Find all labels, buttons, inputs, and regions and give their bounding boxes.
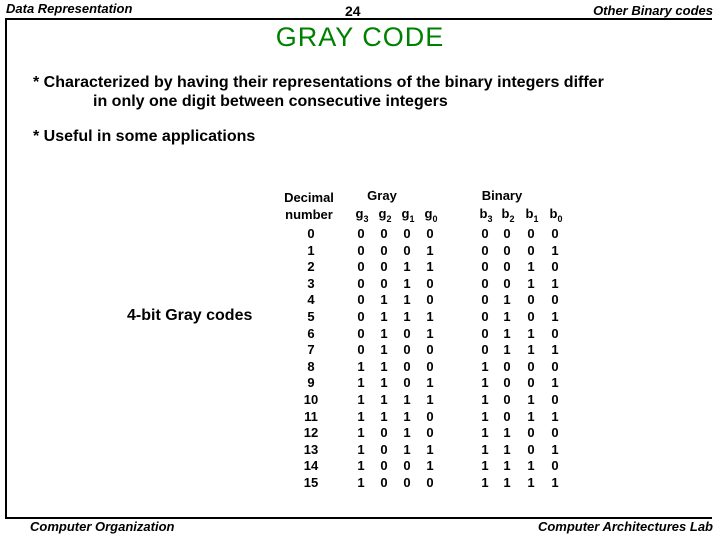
binary-bit-cell: 0: [551, 392, 559, 407]
slide-title: GRAY CODE: [275, 22, 445, 52]
gray-bit-cell: 1: [426, 325, 434, 341]
binary-bit-cell: 0: [527, 425, 535, 441]
binary-col-header-1-letter: b: [525, 206, 534, 221]
binary-bit-cell: 0: [551, 425, 559, 441]
gray-col-header-3-subscript: 3: [363, 214, 369, 224]
decimal-cell: 3: [307, 275, 315, 291]
gray-bit-cell: 0: [380, 242, 388, 258]
binary-bit-cell: 0: [481, 342, 489, 358]
binary-bit-cell: 0: [527, 226, 535, 241]
gray-bit-cell: 0: [426, 292, 434, 308]
binary-bit-cell: 1: [551, 309, 559, 324]
binary-bit-cell: 0: [503, 242, 511, 258]
bullet-2: * Useful in some applications: [33, 128, 256, 145]
decimal-cell: 5: [307, 309, 315, 324]
gray-bit-cell: 0: [357, 275, 365, 291]
gray-bit-cell: 0: [357, 292, 365, 308]
gray-bit-cell: 0: [403, 342, 411, 358]
binary-bit-cell: 0: [503, 358, 511, 374]
decimal-header-line-2: number: [285, 207, 333, 222]
header-section-title: Other Binary codes: [593, 3, 713, 18]
gray-bit-cell: 1: [357, 358, 365, 374]
binary-bit-cell: 0: [551, 358, 559, 374]
gray-bit-cell: 1: [357, 375, 365, 391]
binary-bit-cell: 1: [481, 375, 489, 391]
gray-bit-cell: 1: [380, 292, 388, 308]
decimal-cell: 8: [307, 358, 315, 374]
gray-bit-cell: 0: [357, 242, 365, 258]
gray-bit-cell: 0: [403, 475, 411, 490]
gray-col-header-0: [420, 206, 442, 224]
page-number: 24: [345, 3, 361, 19]
gray-bit-cell: 0: [426, 342, 434, 358]
gray-bit-cell: 1: [426, 375, 434, 391]
gray-bit-cell: 0: [426, 226, 434, 241]
gray-col-header-2-subscript: 2: [386, 214, 392, 224]
binary-bit-cell: 1: [551, 475, 559, 490]
binary-bit-cell: 1: [503, 292, 511, 308]
gray-bit-cell: 0: [380, 441, 388, 457]
binary-bit-cell: 1: [527, 475, 535, 490]
gray-bit-cell: 0: [357, 325, 365, 341]
decimal-cell: 1: [307, 242, 315, 258]
decimal-cell: 0: [307, 226, 315, 241]
binary-bit-cell: 1: [503, 475, 511, 490]
binary-bit-cell: 1: [551, 375, 559, 391]
gray-col-header-3-letter: g: [355, 206, 364, 221]
gray-bit-cell: 1: [380, 375, 388, 391]
footer-left: Computer Organization: [30, 519, 175, 534]
gray-col-header-2-letter: g: [378, 206, 387, 221]
binary-col-header-3-subscript: 3: [487, 214, 493, 224]
gray-col-header-3: [351, 206, 373, 224]
binary-bit-cell: 1: [527, 458, 535, 474]
binary-bit-cell: 0: [503, 408, 511, 424]
gray-bit-cell: 0: [403, 325, 411, 341]
binary-bit-cell: 0: [503, 392, 511, 407]
binary-bit-cell: 0: [481, 242, 489, 258]
gray-bit-cell: 1: [357, 392, 365, 407]
gray-bit-cell: 1: [403, 392, 411, 407]
gray-bit-cell: 1: [426, 441, 434, 457]
binary-bit-cell: 1: [551, 408, 559, 424]
gray-bit-cell: 1: [403, 441, 411, 457]
gray-bit-cell: 0: [426, 358, 434, 374]
decimal-header-line-1: Decimal: [284, 190, 334, 205]
decimal-cell: 10: [303, 392, 319, 407]
gray-bit-cell: 0: [357, 342, 365, 358]
binary-bit-cell: 1: [481, 358, 489, 374]
decimal-cell: 9: [307, 375, 315, 391]
binary-bit-cell: 0: [481, 226, 489, 241]
gray-bit-cell: 1: [426, 309, 434, 324]
decimal-cell: 7: [307, 342, 315, 358]
gray-bit-cell: 1: [357, 475, 365, 490]
gray-bit-cell: 1: [380, 309, 388, 324]
bullet-1-line-1: * Characterized by having their representations of the binary integers differ: [33, 74, 604, 91]
binary-bit-cell: 1: [527, 342, 535, 358]
binary-col-header-3: [475, 206, 497, 224]
binary-bit-cell: 1: [481, 392, 489, 407]
binary-bit-cell: 1: [527, 325, 535, 341]
binary-bit-cell: 0: [503, 275, 511, 291]
gray-bit-cell: 1: [403, 275, 411, 291]
gray-bit-cell: 1: [380, 392, 388, 407]
gray-bit-cell: 1: [403, 309, 411, 324]
gray-col-header-0-letter: g: [424, 206, 433, 221]
gray-bit-cell: 0: [357, 309, 365, 324]
binary-bit-cell: 1: [481, 441, 489, 457]
gray-bit-cell: 0: [426, 275, 434, 291]
gray-bit-cell: 1: [426, 392, 434, 407]
gray-codes-label: 4-bit Gray codes: [127, 307, 253, 324]
gray-bit-cell: 1: [403, 425, 411, 441]
gray-col-header-1: [397, 206, 419, 224]
gray-bit-cell: 1: [403, 408, 411, 424]
header-course-title: Data Representation: [6, 1, 133, 16]
binary-bit-cell: 0: [527, 242, 535, 258]
gray-bit-cell: 1: [426, 259, 434, 275]
gray-bit-cell: 1: [357, 425, 365, 441]
binary-bit-cell: 0: [551, 458, 559, 474]
gray-bit-cell: 1: [403, 259, 411, 275]
binary-bit-cell: 0: [527, 309, 535, 324]
gray-bit-cell: 0: [380, 458, 388, 474]
binary-bit-cell: 1: [503, 441, 511, 457]
gray-bit-cell: 0: [426, 408, 434, 424]
gray-bit-cell: 0: [380, 275, 388, 291]
decimal-cell: 13: [303, 441, 319, 457]
binary-bit-cell: 1: [503, 309, 511, 324]
gray-bit-cell: 1: [357, 441, 365, 457]
decimal-cell: 2: [307, 259, 315, 275]
gray-bit-cell: 0: [403, 458, 411, 474]
gray-bit-cell: 0: [357, 226, 365, 241]
footer-right: Computer Architectures Lab: [537, 519, 713, 534]
binary-bit-cell: 0: [551, 259, 559, 275]
binary-bit-cell: 0: [481, 309, 489, 324]
gray-bit-cell: 0: [426, 475, 434, 490]
decimal-cell: 11: [304, 408, 318, 424]
gray-col-header-1-subscript: 1: [409, 214, 415, 224]
gray-bit-cell: 1: [357, 458, 365, 474]
gray-bit-cell: 1: [380, 408, 388, 424]
gray-bit-cell: 0: [403, 242, 411, 258]
binary-bit-cell: 1: [551, 342, 559, 358]
gray-bit-cell: 1: [380, 325, 388, 341]
decimal-cell: 4: [307, 292, 315, 308]
binary-bit-cell: 0: [551, 325, 559, 341]
binary-col-header-0-letter: b: [549, 206, 558, 221]
gray-bit-cell: 1: [380, 342, 388, 358]
binary-bit-cell: 1: [551, 242, 559, 258]
binary-bit-cell: 0: [481, 259, 489, 275]
binary-bit-cell: 1: [503, 425, 511, 441]
gray-col-header-0-subscript: 0: [432, 214, 438, 224]
gray-bit-cell: 0: [403, 375, 411, 391]
decimal-cell: 14: [303, 458, 319, 474]
gray-bit-cell: 1: [380, 358, 388, 374]
gray-bit-cell: 0: [380, 259, 388, 275]
binary-bit-cell: 0: [527, 375, 535, 391]
binary-bit-cell: 1: [503, 325, 511, 341]
gray-bit-cell: 1: [426, 242, 434, 258]
gray-bit-cell: 1: [357, 408, 365, 424]
binary-col-header-2-subscript: 2: [509, 214, 515, 224]
binary-col-header-2-letter: b: [501, 206, 510, 221]
gray-bit-cell: 0: [403, 226, 411, 241]
gray-bit-cell: 0: [357, 259, 365, 275]
binary-bit-cell: 1: [551, 441, 559, 457]
binary-bit-cell: 1: [481, 425, 489, 441]
binary-bit-cell: 0: [481, 325, 489, 341]
gray-col-header-2: [374, 206, 396, 224]
binary-bit-cell: 1: [503, 458, 511, 474]
binary-col-header-1: [521, 206, 543, 224]
binary-bit-cell: 1: [527, 392, 535, 407]
binary-bit-cell: 1: [481, 458, 489, 474]
binary-bit-cell: 0: [503, 226, 511, 241]
binary-bit-cell: 0: [481, 275, 489, 291]
binary-bit-cell: 1: [527, 408, 535, 424]
gray-bit-cell: 0: [426, 425, 434, 441]
binary-bit-cell: 0: [527, 358, 535, 374]
decimal-cell: 6: [307, 325, 315, 341]
binary-bit-cell: 1: [551, 275, 559, 291]
decimal-cell: 12: [303, 425, 319, 441]
binary-bit-cell: 0: [527, 292, 535, 308]
binary-col-header-3-letter: b: [479, 206, 488, 221]
binary-header: Binary: [481, 188, 523, 203]
binary-bit-cell: 0: [481, 292, 489, 308]
gray-col-header-1-letter: g: [401, 206, 410, 221]
binary-bit-cell: 0: [551, 292, 559, 308]
decimal-cell: 15: [303, 475, 319, 490]
binary-bit-cell: 0: [527, 441, 535, 457]
binary-col-header-2: [497, 206, 519, 224]
binary-bit-cell: 1: [503, 342, 511, 358]
gray-bit-cell: 1: [403, 292, 411, 308]
gray-header: Gray: [367, 188, 397, 203]
binary-col-header-1-subscript: 1: [533, 214, 539, 224]
binary-bit-cell: 0: [551, 226, 559, 241]
gray-bit-cell: 1: [426, 458, 434, 474]
bullet-1-line-2: in only one digit between consecutive integers: [93, 93, 448, 110]
gray-bit-cell: 0: [380, 475, 388, 490]
binary-bit-cell: 0: [503, 259, 511, 275]
gray-bit-cell: 0: [380, 425, 388, 441]
binary-bit-cell: 1: [527, 275, 535, 291]
gray-bit-cell: 0: [380, 226, 388, 241]
binary-col-header-0-subscript: 0: [557, 214, 563, 224]
binary-col-header-0: [545, 206, 567, 224]
binary-bit-cell: 1: [527, 259, 535, 275]
binary-bit-cell: 1: [481, 475, 489, 490]
gray-bit-cell: 0: [403, 358, 411, 374]
binary-bit-cell: 0: [503, 375, 511, 391]
binary-bit-cell: 1: [481, 408, 489, 424]
